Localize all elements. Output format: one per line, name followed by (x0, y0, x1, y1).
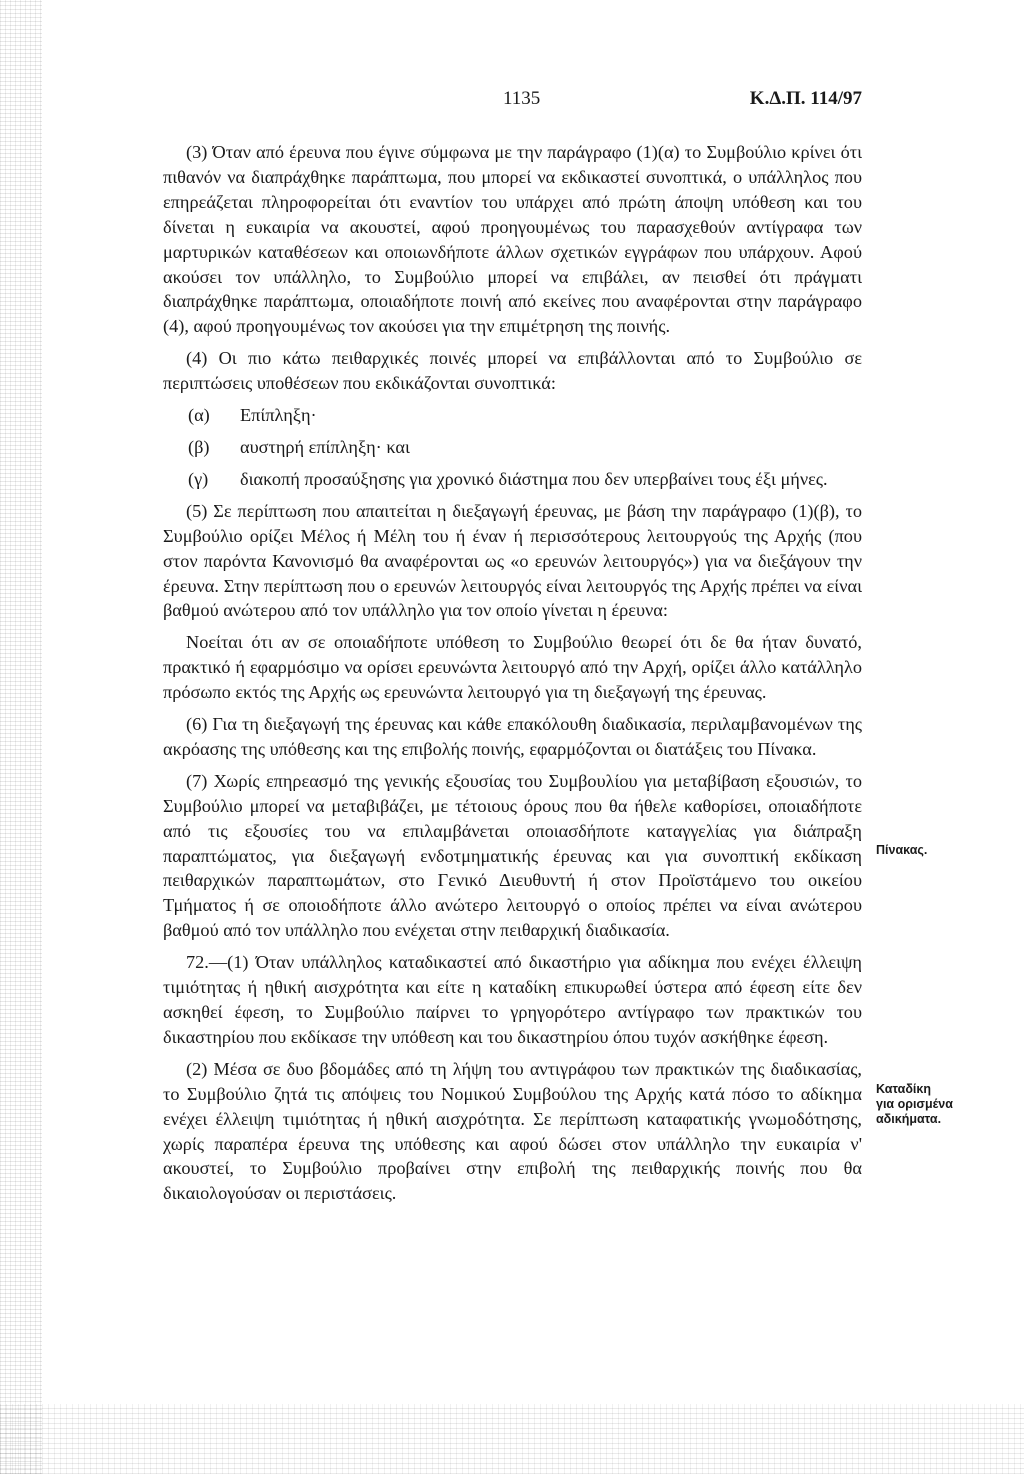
section-72-paragraph-2: (2) Μέσα σε δυο βδομάδες από τη λήψη του αντιγράφου των πρακτικών της διαδικασίας, το Συμβούλιο ζητά τις απόψεις του Νομικού Συμβούλου της Αρχής κατά πόσο το αδίκημα ενέχει έλλειψη τιμιότητας ή ηθική αισχρότητα. Σε περίπτωση καταφατικής γνωμοδότησης, χωρίς παραπέρα έρευνα της υπόθεσης και αφού δώσει στον υπάλληλο την ευκαιρία ν' ακουστεί, το Συμβούλιο προβαίνει στην επιβολή της πειθαρχικής ποινής που θα δικαιολογούσαν οι περιστάσεις. (163, 1058, 862, 1204)
page-number: 1135 (503, 88, 541, 109)
scan-edge-left (0, 0, 42, 1474)
page-header (0, 88, 1024, 118)
margin-note-pinakas (876, 843, 1016, 858)
document-body (163, 140, 862, 1213)
section-72-paragraph-1: 72.—(1) Όταν υπάλληλος καταδικαστεί από δικαστήριο για αδίκημα που ενέχει έλλειψη τιμιότητας ή ηθική αισχρότητα και είτε η καταδίκη επικυρωθεί ύστερα από έφεση είτε δεν ασκηθεί έφεση, το Συμβούλιο παίρνει το γρηγορότερο αντίγραφο των πρακτικών του δικαστηρίου που εκδίκασε την υπόθεση και του δικαστηρίου όπου τυχόν ασκήθηκε έφεση. (163, 952, 862, 1047)
list-item-a (163, 403, 862, 428)
list-marker: (α) (188, 405, 210, 426)
list-item-c (163, 467, 862, 492)
list-text: αυστηρή επίπληξη· και (240, 436, 410, 457)
document-reference: Κ.Δ.Π. 114/97 (749, 88, 862, 109)
proviso-paragraph: Νοείται ότι αν σε οποιαδήποτε υπόθεση το Συμβούλιο θεωρεί ότι δε θα ήταν δυνατό, πρακτικό ή εφαρμόσιμο να ορίσει ερευνώντα λειτουργό από την Αρχή, ορίζει άλλο κατάλληλο πρόσωπο εκτός της Αρχής ως ερευνώντα λειτουργό για τη διεξαγωγή της έρευνας. (163, 632, 862, 703)
list-marker: (γ) (188, 468, 209, 489)
scan-edge-bottom (0, 1404, 1024, 1474)
paragraph-6: (6) Για τη διεξαγωγή της έρευνας και κάθε επακόλουθη διαδικασία, περιλαμβανομένων της ακρόασης της υπόθεσης και της επιβολής ποινής, εφαρμόζονται οι διατάξεις του Πίνακα. (163, 714, 862, 759)
paragraph-4: (4) Οι πιο κάτω πειθαρχικές ποινές μπορεί να επιβάλλονται από το Συμβούλιο σε περιπτώσεις υποθέσεων που εκδικάζονται συνοπτικά: (163, 348, 862, 394)
paragraph-3: (3) Όταν από έρευνα που έγινε σύμφωνα με την παράγραφο (1)(α) το Συμβούλιο κρίνει ότι πιθανόν να διαπράχθηκε παράπτωμα, που μπορεί να εκδικαστεί συνοπτικά, ο υπάλληλος που επηρεάζεται πληροφορείται ότι εναντίον του υπάρχει από πρώτη άποψη υπόθεση και του δίνεται η ευκαιρία να ακουστεί, αφού προηγουμένως του παρασχεθούν αντίγραφα των μαρτυρικών καταθέσεων και οποιωνδήποτε άλλων σχετικών εγγράφων που υπάρχουν. Αφού ακούσει τον υπάλληλο, το Συμβούλιο μπορεί να επιβάλει, αν πεισθεί ότι πράγματι διαπράχθηκε παράπτωμα, οποιαδήποτε ποινή από εκείνες που αναφέρονται στην παράγραφο (4), αφού προηγουμένως τον ακούσει για την επιμέτρηση της ποινής. (163, 142, 862, 337)
margin-note-conviction (876, 1082, 1016, 1127)
list-marker: (β) (188, 436, 210, 457)
margin-note-line: για ορισμένα (876, 1097, 953, 1111)
margin-note-line: αδικήματα. (876, 1112, 942, 1126)
paragraph-7: (7) Χωρίς επηρεασμό της γενικής εξουσίας του Συμβουλίου για μεταβίβαση εξουσιών, το Συμβούλιο μπορεί να μεταβιβάζει, με τέτοιους όρους που θα ήθελε καθορίσει, οποιαδήποτε από τις εξουσίες του να επιλαμβάνεται οποιασδήποτε καταγγελίας για διάπραξη παραπτώματος, για διεξαγωγή ενδοτμηματικής έρευνας και για συνοπτική εκδίκαση πειθαρχικών παραπτωμάτων, στο Γενικό Διευθυντή ή στον Προϊστάμενο του οικείου Τμήματος ή σε οποιοδήποτε άλλο ανώτερο λειτουργό ο οποίος πρέπει να είναι ανώτερου βαθμού από τον υπάλληλο που ενέχεται στην πειθαρχική διαδικασία. (163, 770, 862, 941)
list-text: Επίπληξη· (240, 405, 317, 426)
margin-note-text: Πίνακας. (876, 843, 928, 857)
paragraph-5: (5) Σε περίπτωση που απαιτείται η διεξαγωγή έρευνας, με βάση την παράγραφο (1)(β), το Συμβούλιο ορίζει Μέλος ή Μέλη του ή έναν ή περισσότερους λειτουργούς της Αρχής (που στον παρόντα Κανονισμό θα αναφέρονται ως «ο ερευνών λειτουργός») για να διεξάγουν την έρευνα. Στην περίπτωση που ο ερευνών λειτουργός είναι λειτουργός της Αρχής πρέπει να είναι βαθμού ανώτερου από τον υπάλληλο για τον οποίο γίνεται η έρευνα: (163, 500, 862, 621)
margin-note-line: Καταδίκη (876, 1082, 931, 1096)
list-text: διακοπή προσαύξησης για χρονικό διάστημα που δεν υπερβαίνει τους έξι μήνες. (240, 468, 828, 489)
list-item-b (163, 435, 862, 460)
